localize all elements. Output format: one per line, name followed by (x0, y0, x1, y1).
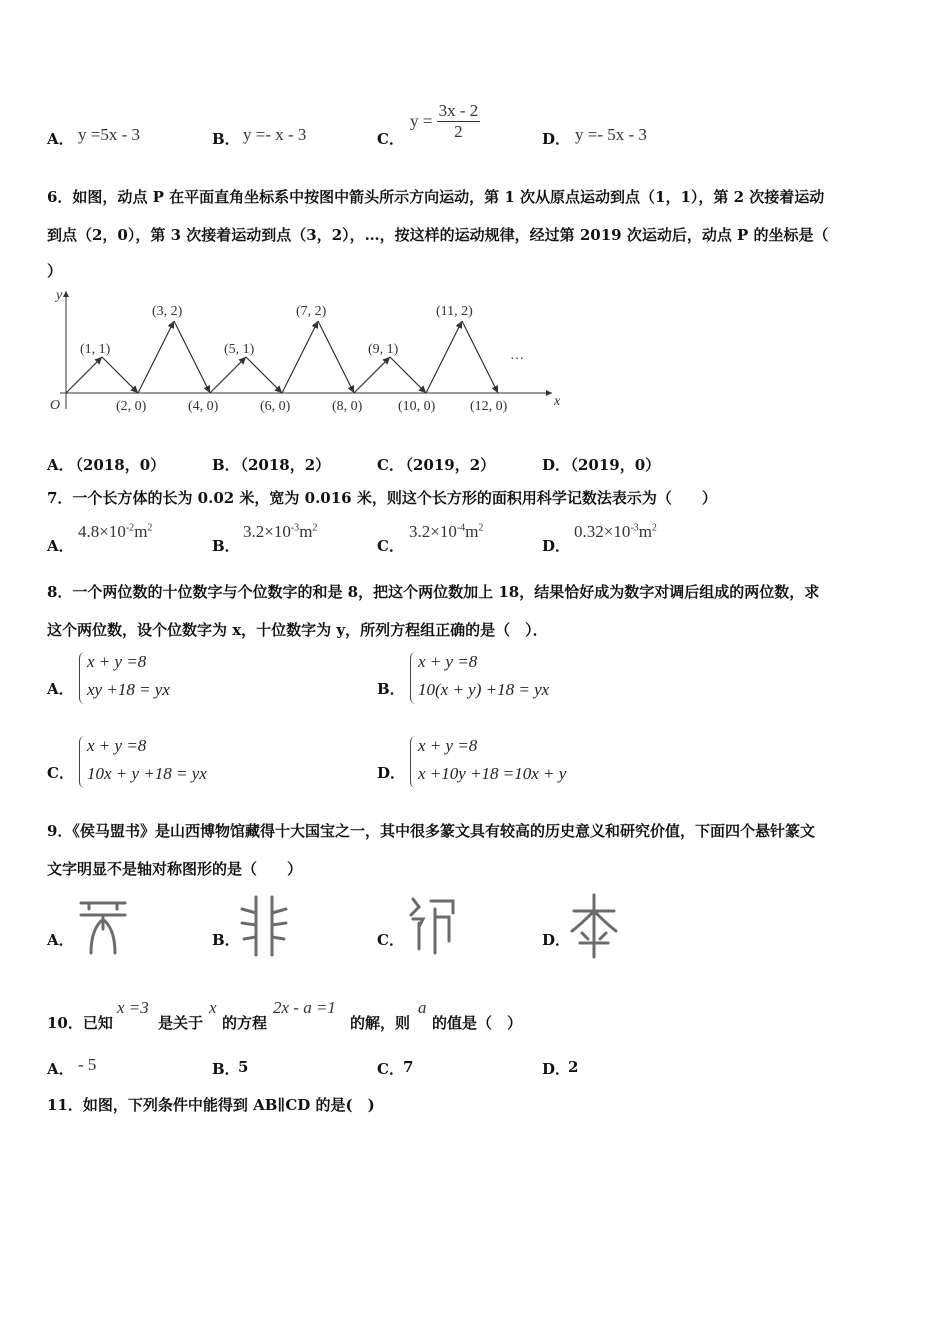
q5-option-c-label: C． (377, 130, 404, 148)
point-label-3-2: (3, 2) (152, 304, 183, 319)
q6-option-c-text: （2019，2） (398, 456, 496, 474)
q6-option-b-text: （2018，2） (233, 456, 331, 474)
point-label-4-0: (4, 0) (188, 399, 219, 414)
point-label-2-0: (2, 0) (116, 399, 147, 414)
q8-option-a-eq2: xy +18 = yx (87, 680, 170, 699)
q8-option-c-label: C． (47, 764, 74, 782)
seal-glyph-c (405, 893, 461, 959)
point-label-10-0: (10, 0) (398, 399, 436, 414)
q10-option-d-label: D． (542, 1060, 571, 1078)
q10-text-4: 的值是（ ） (432, 1014, 523, 1032)
q8-option-a-label: A． (47, 680, 74, 698)
q8-option-d-label: D． (377, 764, 406, 782)
q6-option-c-label: C． (377, 456, 404, 474)
q10-option-c-text: 7 (403, 1058, 414, 1076)
ellipsis: … (510, 348, 524, 363)
zigzag-path (66, 321, 498, 393)
q6-option-a-text: （2018，0） (68, 456, 166, 474)
q5-option-d-label: D． (542, 130, 571, 148)
q9-option-b-label: B． (212, 931, 240, 949)
q10-option-b-label: B． (212, 1060, 240, 1078)
point-label-9-1: (9, 1) (368, 342, 399, 357)
q9-text-line1: 9．《侯马盟书》是山西博物馆藏得十大国宝之一，其中很多篆文具有较高的历史意义和研究价值，下面四个悬针篆文 (47, 822, 815, 840)
q8-option-c-eq2: 10x + y +18 = yx (87, 764, 207, 783)
q10-text-3: 的解，则 (350, 1014, 411, 1032)
q6-option-a-label: A． (47, 456, 74, 474)
q9-option-d-label: D． (542, 931, 571, 949)
q10-math-x-eq-3: x =3 (117, 998, 149, 1017)
seal-glyph-b (238, 893, 290, 959)
q9-text-line2: 文字明显不是轴对称图形的是（ ） (47, 860, 303, 878)
q7-option-a-label: A． (47, 537, 74, 555)
origin-label: O (50, 398, 61, 413)
point-label-8-0: (8, 0) (332, 399, 363, 414)
q5-option-b-label: B． (212, 130, 240, 148)
point-label-5-1: (5, 1) (224, 342, 255, 357)
q5-option-c-lhs: y = (410, 111, 433, 131)
q6-text-line1: 6．如图，动点 P 在平面直角坐标系中按图中箭头所示方向运动，第 1 次从原点运动到点（1，1），第 2 次接着运动 (47, 188, 825, 206)
q8-option-b-brace (410, 652, 417, 704)
q5-option-b-expr: y =- x - 3 (243, 125, 307, 144)
q8-option-b-eq1: x + y =8 (418, 652, 478, 671)
q8-option-b-eq2: 10(x + y) +18 = yx (418, 680, 550, 699)
q6-text-line3: ） (47, 262, 63, 280)
q8-text-line2: 这个两位数，设个位数字为 x，十位数字为 y，所列方程组正确的是（ ）． (47, 621, 548, 639)
q7-text: 7．一个长方体的长为 0.02 米，宽为 0.016 米，则这个长方形的面积用科学记数法表示为（ ） (47, 489, 717, 507)
q7-option-c-expr: $3.2\times 10^{-4}m^2$ (409, 522, 484, 541)
point-label-1-1: (1, 1) (80, 342, 111, 357)
q5-option-a-label: A． (47, 130, 74, 148)
q10-option-d-text: 2 (568, 1058, 579, 1076)
q8-option-d-eq2: x +10y +18 =10x + y (418, 764, 567, 783)
q6-figure (40, 283, 570, 418)
q7-option-b-label: B． (212, 537, 240, 555)
point-label-12-0: (12, 0) (470, 399, 508, 414)
q11-text: 11．如图，下列条件中能得到 AB∥CD 的是( ) (47, 1096, 375, 1114)
q8-option-d-brace (410, 736, 417, 788)
q5-option-a-expr: y =5x - 3 (78, 125, 140, 144)
x-axis-label: x (554, 394, 561, 409)
q8-option-d-eq1: x + y =8 (418, 736, 478, 755)
q10-text-1: 是关于 (158, 1014, 204, 1032)
q9-option-a-label: A． (47, 931, 74, 949)
q8-text-line1: 8．一个两位数的十位数字与个位数字的和是 8，把这个两位数加上 18，结果恰好成为数字对调后组成的两位数，求 (47, 583, 820, 601)
q10-text-2: 的方程 (222, 1014, 268, 1032)
q7-option-c-label: C． (377, 537, 404, 555)
q5-option-c-denominator: 2 (454, 122, 463, 141)
q8-option-c-brace (79, 736, 86, 788)
q8-option-b-label: B． (377, 680, 405, 698)
q5-option-c-fraction (437, 101, 481, 142)
y-axis-label: y (56, 288, 63, 303)
q10-option-b-text: 5 (238, 1058, 249, 1076)
point-label-11-2: (11, 2) (436, 304, 473, 319)
q7-option-d-expr: $0.32\times 10^{-3}m^2$ (574, 522, 657, 541)
point-label-6-0: (6, 0) (260, 399, 291, 414)
q7-option-b-expr: $3.2\times 10^{-3}m^2$ (243, 522, 318, 541)
q10-option-a-text: - 5 (78, 1055, 97, 1074)
q6-option-b-label: B． (212, 456, 240, 474)
q10-math-x: x (209, 998, 217, 1017)
q9-option-c-label: C． (377, 931, 404, 949)
q7-option-a-expr: $4.8\times 10^{-2}m^2$ (78, 522, 153, 541)
q10-math-a: a (418, 998, 427, 1017)
q10-math-equation: 2x - a =1 (273, 998, 336, 1017)
q8-option-c-eq1: x + y =8 (87, 736, 147, 755)
seal-glyph-d (568, 891, 620, 961)
q6-text-line2: 到点（2，0），第 3 次接着运动到点（3，2），…，按这样的运动规律，经过第 2019 次运动后，动点 P 的坐标是（ (47, 226, 829, 244)
q8-option-a-eq1: x + y =8 (87, 652, 147, 671)
q5-option-d-expr: y =- 5x - 3 (575, 125, 647, 144)
point-label-7-2: (7, 2) (296, 304, 327, 319)
q10-option-a-label: A． (47, 1060, 74, 1078)
q10-option-c-label: C． (377, 1060, 404, 1078)
q10-prefix: 10．已知 (47, 1014, 113, 1032)
q5-option-c-numerator: 3x - 2 (438, 101, 479, 120)
q7-option-d-label: D． (542, 537, 571, 555)
q6-option-d-label: D． (542, 456, 571, 474)
q6-option-d-text: （2019，0） (563, 456, 661, 474)
q8-option-a-brace (79, 652, 86, 704)
q5-option-c-expr (410, 101, 480, 142)
seal-glyph-a (75, 895, 131, 957)
